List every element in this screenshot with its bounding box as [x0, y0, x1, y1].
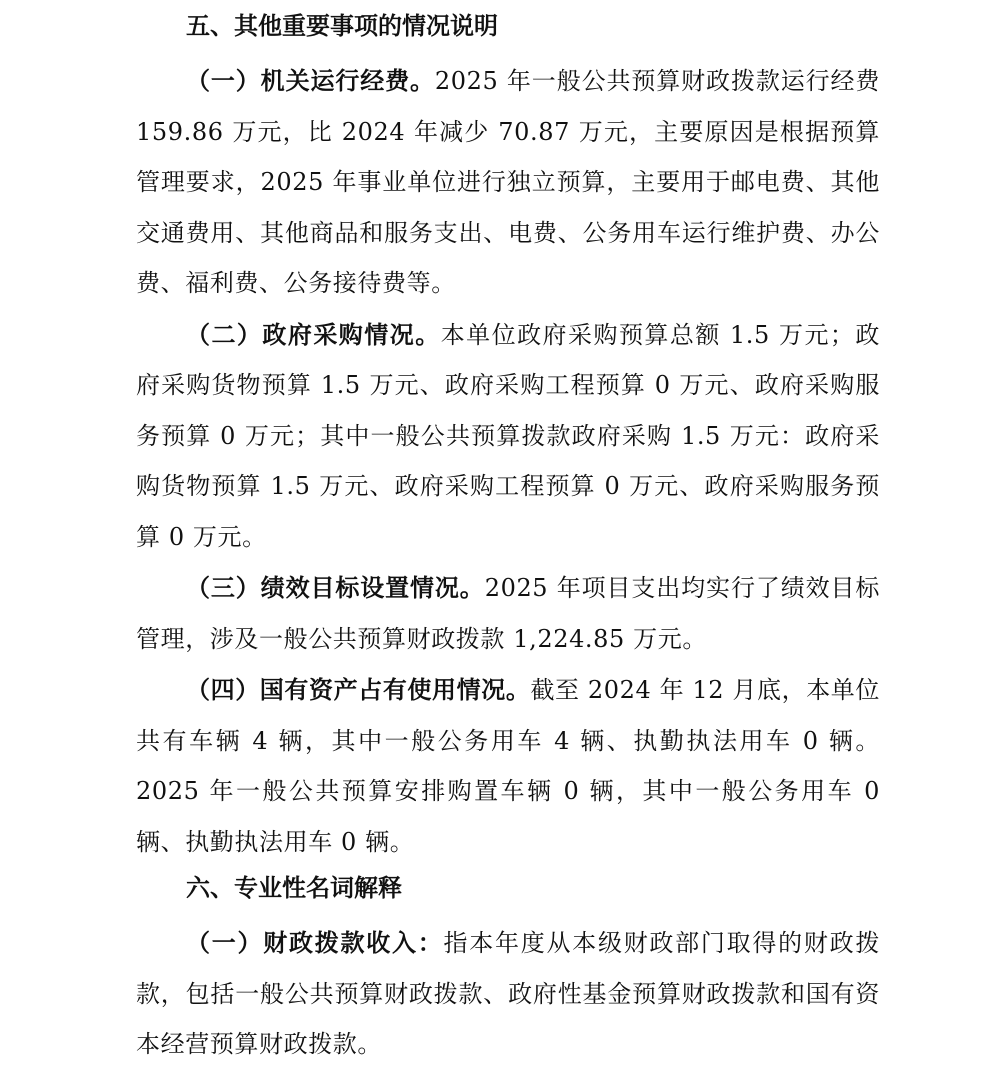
paragraph-lead: （二）政府采购情况。	[186, 320, 441, 349]
section-heading-other-matters: 五、其他重要事项的情况说明	[186, 12, 498, 40]
paragraph-text: 2025 年项目支出均实行了绩效目标管理，涉及一般公共预算财政拨款 1,224.85 万元。	[136, 574, 880, 653]
paragraph-state-assets	[136, 665, 880, 867]
paragraph-government-procurement	[136, 310, 880, 563]
paragraph-fiscal-appropriation-income	[136, 918, 880, 1070]
paragraph-text: 指本年度从本级财政部门取得的财政拨款，包括一般公共预算财政拨款、政府性基金预算财政拨款和国有资本经营预算财政拨款。	[136, 929, 881, 1058]
paragraph-operating-expenses	[136, 56, 880, 309]
paragraph-text: 截至 2024 年 12 月底，本单位共有车辆 4 辆，其中一般公务用车 4 辆、执勤执法用车 0 辆。2025 年一般公共预算安排购置车辆 0 辆，其中一般公务用车 0 辆、执勤执法用车 0 辆。	[136, 676, 880, 856]
paragraph-lead: （四）国有资产占有使用情况。	[186, 676, 531, 704]
section-heading-terminology: 六、专业性名词解释	[186, 874, 402, 902]
paragraph-performance-targets	[136, 563, 880, 664]
paragraph-lead: （一）机关运行经费。	[186, 67, 435, 95]
paragraph-lead: （一）财政拨款收入：	[186, 929, 444, 957]
paragraph-text: 本单位政府采购预算总额 1.5 万元；政府采购货物预算 1.5 万元、政府采购工程预算 0 万元、政府采购服务预算 0 万元；其中一般公共预算拨款政府采购 1.5 万元：政府采购货物预算 1.5 万元、政府采购工程预算 0 万元、政府采购服务预算 0 万元。	[136, 320, 880, 551]
paragraph-lead: （三）绩效目标设置情况。	[186, 574, 485, 602]
document-page	[136, 6, 880, 1071]
paragraph-text: 2025 年一般公共预算财政拨款运行经费 159.86 万元，比 2024 年减少 70.87 万元，主要原因是根据预算管理要求，2025 年事业单位进行独立预算，主要用于邮电费、其他交通费用、其他商品和服务支出、电费、公务用车运行维护费、办公费、福利费、公务接待费等。	[136, 67, 880, 297]
